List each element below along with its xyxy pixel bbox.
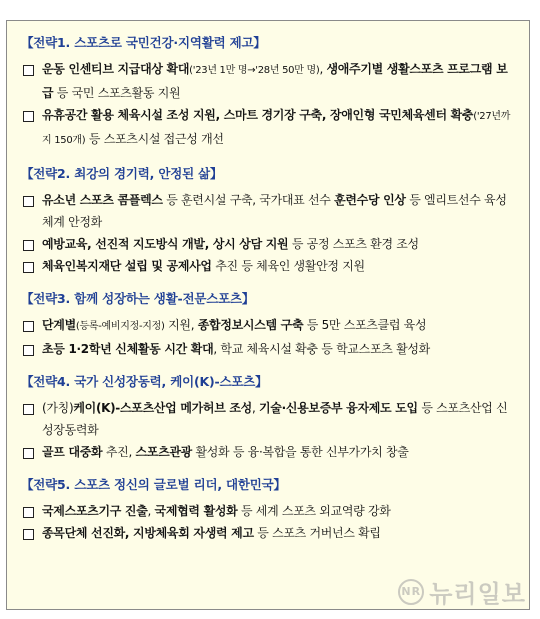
text-note: (등록-예비지정-지정): [75, 321, 165, 332]
list-item: [21, 189, 517, 233]
strategy-1-section: [21, 35, 517, 152]
text-bold: 국제협력 활성화: [154, 504, 238, 518]
list-item: [21, 255, 517, 277]
text-note: ('27년까지 150개): [42, 111, 511, 146]
text: 등 국민 스포츠활동 지원: [53, 86, 181, 100]
text: 등 엘리트선수 육성체계 안정화: [42, 193, 507, 229]
text: 등 공정 스포츠 환경 조성: [288, 237, 419, 251]
list-item: [21, 314, 517, 338]
strategy-3-section: [21, 291, 517, 360]
text-bold: 종목단체 선진화, 지방체육회 자생력 제고: [42, 526, 254, 540]
checkbox-icon: [23, 448, 34, 459]
list-item: [21, 500, 517, 522]
list-item: [21, 397, 517, 441]
text-bold: 케이(K)-스포츠산업 메가허브 조성: [73, 401, 252, 415]
text-bold: 예방교육, 선진적 지도방식 개발, 상시 상담 지원: [42, 237, 289, 251]
list-item: [21, 233, 517, 255]
text: 등 훈련시설 구축, 국가대표 선수: [162, 193, 335, 207]
text: 등 세계 스포츠 외교역량 강화: [237, 504, 391, 518]
checkbox-icon: [23, 507, 34, 518]
text: 등 스포츠 거버넌스 확립: [253, 526, 381, 540]
watermark-logo-icon: NR: [398, 579, 424, 605]
text: 추진,: [102, 445, 136, 459]
text-bold: 체육인복지재단 설립 및 공제사업: [42, 259, 212, 273]
text: 활성화 등 융·복합을 통한 신부가가치 창출: [191, 445, 409, 459]
text-bold: 스포츠관광: [135, 445, 192, 459]
text-bold: 운동 인센티브 지급대상 확대: [42, 62, 190, 76]
text: 등 스포츠시설 접근성 개선: [85, 132, 224, 146]
text: , 학교 체육시설 확충 등 학교스포츠 활성화: [213, 342, 430, 356]
watermark-text: 뉴리일보: [429, 580, 526, 608]
checkbox-icon: [23, 262, 34, 273]
section-title: 【전략5. 스포츠 정신의 글로벌 리더, 대한민국】: [21, 477, 286, 492]
list-item: [21, 522, 517, 544]
strategy-2-section: [21, 166, 517, 277]
text-bold: 골프 대중화: [42, 445, 103, 459]
checkbox-icon: [23, 196, 34, 207]
section-title: 【전략1. 스포츠로 국민건강·지역활력 제고】: [21, 35, 266, 50]
strategy-4-section: [21, 374, 517, 463]
list-item: [21, 58, 517, 104]
checkbox-icon: [23, 321, 34, 332]
section-title: 【전략4. 국가 신성장동력, 케이(K)-스포츠】: [21, 374, 268, 389]
list-item: [21, 104, 517, 152]
checkbox-icon: [23, 529, 34, 540]
list-item: [21, 441, 517, 463]
text-bold: 유소년 스포츠 콤플렉스: [42, 193, 163, 207]
text-bold: 종합정보시스템 구축: [197, 318, 304, 332]
watermark: [398, 574, 526, 609]
text: 등 스포츠산업 신성장동력화: [42, 401, 508, 437]
text-bold: 유휴공간 활용 체육시설 조성 지원, 스마트 경기장 구축, 장애인형 국민체육센터 확충: [42, 108, 474, 122]
text: ,: [251, 401, 259, 415]
text: 등 5만 스포츠클럽 육성: [303, 318, 427, 332]
checkbox-icon: [23, 404, 34, 415]
text-bold: 단계별: [42, 318, 76, 332]
text-bold: 초등 1·2학년 신체활동 시간 확대: [42, 342, 214, 356]
text: 추진 등 체육인 생활안정 지원: [211, 259, 365, 273]
strategy-5-section: [21, 477, 517, 544]
text-bold: 생애주기별 생활스포츠 프로그램 보급: [42, 62, 508, 100]
checkbox-icon: [23, 345, 34, 356]
section-title: 【전략3. 함께 성장하는 생활-전문스포츠】: [21, 291, 255, 306]
text-bold: 기술·신용보증부 융자제도 도입: [259, 401, 418, 415]
section-title: 【전략2. 최강의 경기력, 안정된 삶】: [21, 166, 223, 181]
text-bold: 국제스포츠기구 진출: [42, 504, 148, 518]
text: ,: [319, 62, 327, 76]
list-item: [21, 338, 517, 360]
checkbox-icon: [23, 65, 34, 76]
text-bold: 훈련수당 인상: [334, 193, 406, 207]
text: (가칭): [42, 401, 74, 415]
checkbox-icon: [23, 240, 34, 251]
text: 지원,: [164, 318, 198, 332]
strategy-panel: [6, 20, 530, 610]
checkbox-icon: [23, 111, 34, 122]
text-note: ('23년 1만 명→'28년 50만 명): [189, 65, 320, 76]
text: ,: [147, 504, 155, 518]
